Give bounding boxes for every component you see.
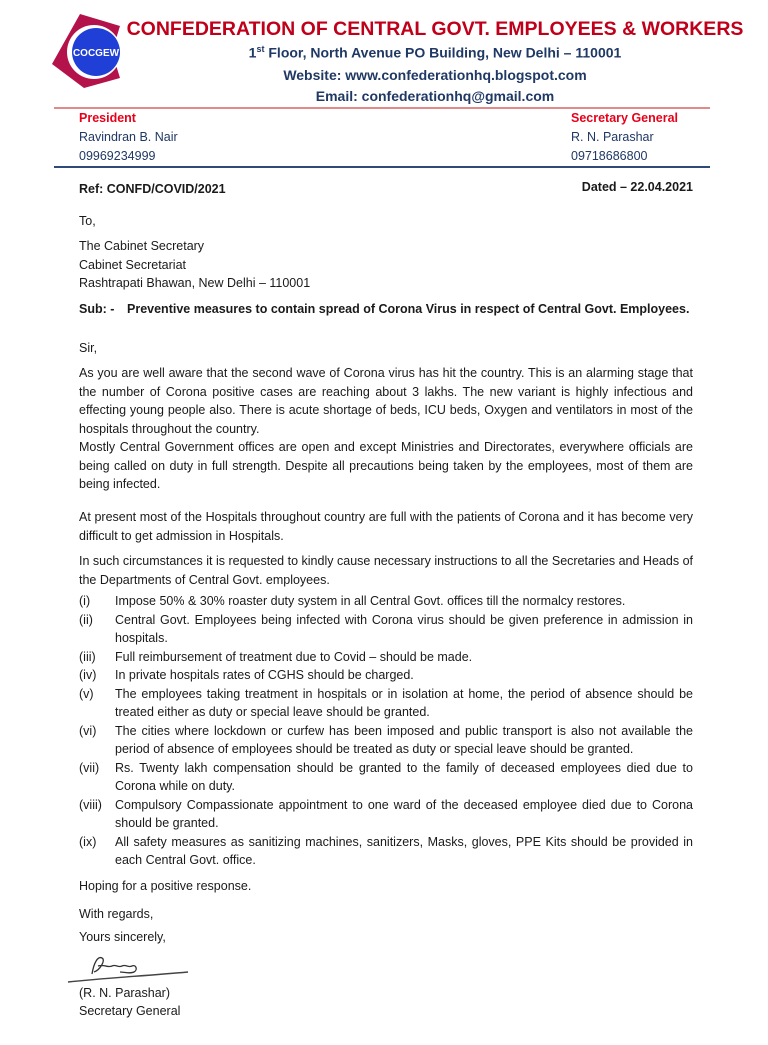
secretary-general-name: R. N. Parashar [571, 130, 654, 144]
demand-number: (vi) [79, 723, 97, 738]
demand-number: (v) [79, 686, 94, 701]
letter-date: Dated – 22.04.2021 [581, 180, 693, 194]
organization-website: Website: www.confederationhq.blogspot.com [283, 67, 587, 83]
demand-text: Rs. Twenty lakh compensation should be granted to the family of deceased employees died due to Corona while on duty. [115, 760, 693, 793]
secretary-general-block [571, 109, 678, 166]
body-paragraph: Mostly Central Government offices are open and except Ministries and Directorates, everywhere officials are being called on duty in full strength. Despite all precautions being taken by the employees, most of them are being infected. [79, 440, 693, 491]
demand-item [79, 611, 693, 648]
demand-text: Impose 50% & 30% roaster duty system in all Central Govt. offices till the normalcy restores. [115, 594, 626, 608]
closing-line: With regards, [79, 907, 154, 921]
secretary-general-role: Secretary General [571, 111, 679, 125]
body-paragraph: As you are well aware that the second wave of Corona virus has hit the country. This is an alarming stage that the number of Corona positive cases are reaching about 3 lakhs. The new variant is highly infectious and effecting young people also. There is acute shortage of beds, ICU beds, Oxygen and ventilators in most of the hospitals throughout the country. [79, 366, 693, 436]
demand-number: (iv) [79, 668, 97, 682]
demand-text: The cities where lockdown or curfew has been imposed and public transport is also not available the period of absence of employees should be treated as duty or special leave should be granted. [115, 723, 693, 756]
demand-text: Compulsory Compassionate appointment to one ward of the deceased employee died due to Corona should be granted. [115, 797, 693, 830]
demand-number: (vii) [79, 760, 100, 775]
demand-text: In private hospitals rates of CGHS should be charged. [115, 668, 414, 682]
salutation: Sir, [79, 341, 98, 355]
demand-text: Central Govt. Employees being infected with Corona virus should be given preference in admission in hospitals. [115, 612, 693, 645]
closing-line: Hoping for a positive response. [79, 879, 252, 893]
demand-item [79, 592, 693, 611]
president-name: Ravindran B. Nair [79, 130, 178, 144]
president-phone: 09969234999 [79, 149, 156, 163]
header-divider-bottom [54, 166, 710, 168]
organization-name: CONFEDERATION OF CENTRAL GOVT. EMPLOYEES & WORKERS [126, 18, 744, 40]
demand-item [79, 833, 693, 870]
demand-number: (ix) [79, 834, 97, 849]
demand-item [79, 722, 693, 759]
reference-number: Ref: CONFD/COVID/2021 [79, 182, 226, 196]
demand-number: (viii) [79, 797, 102, 812]
demand-text: All safety measures as sanitizing machines, sanitizers, Masks, gloves, PPE Kits should be provided in each Central Govt. office. [115, 834, 693, 867]
demand-number: (ii) [79, 612, 93, 627]
addressee-line: The Cabinet Secretary [79, 239, 205, 253]
president-role: President [79, 111, 136, 125]
demand-number: (iii) [79, 649, 96, 664]
to-line: To, [79, 214, 96, 228]
addressee-line: Rashtrapati Bhawan, New Delhi – 110001 [79, 276, 311, 290]
secretary-general-phone: 09718686800 [571, 149, 648, 163]
subject-text: Preventive measures to contain spread of Corona Virus in respect of Central Govt. Employees. [127, 302, 690, 316]
confederation-logo-icon [50, 12, 122, 90]
addressee-block [79, 237, 693, 293]
organization-email: Email: confederationhq@gmail.com [315, 88, 555, 104]
svg-text:COCGEW: COCGEW [72, 48, 120, 59]
organization-address: 1st Floor, North Avenue PO Building, New Delhi – 110001 [248, 44, 622, 61]
signatory-title: Secretary General [79, 1004, 181, 1018]
demand-text: The employees taking treatment in hospitals or in isolation at home, the period of absence should be treated either as duty or special leave should be granted. [115, 686, 693, 719]
demand-item [79, 796, 693, 833]
subject-block [79, 300, 693, 319]
demands-list [79, 592, 693, 870]
demand-item [79, 648, 693, 667]
body-paragraph: At present most of the Hospitals throughout country are full with the patients of Corona and it has become very difficult to get admission in Hospitals. [79, 510, 693, 543]
demand-item [79, 666, 693, 685]
signature-icon [64, 952, 194, 984]
subject-label: Sub: - [79, 302, 115, 316]
demand-number: (i) [79, 594, 91, 608]
closing-line: Yours sincerely, [79, 930, 166, 944]
addressee-line: Cabinet Secretariat [79, 257, 187, 272]
signatory-name: (R. N. Parashar) [79, 986, 170, 1000]
demand-text: Full reimbursement of treatment due to Covid – should be made. [115, 649, 473, 664]
body-paragraph: In such circumstances it is requested to kindly cause necessary instructions to all the Secretaries and Heads of the Departments of Central Govt. employees. [79, 554, 693, 587]
demand-item [79, 759, 693, 796]
president-block [79, 109, 178, 166]
demand-item [79, 685, 693, 722]
